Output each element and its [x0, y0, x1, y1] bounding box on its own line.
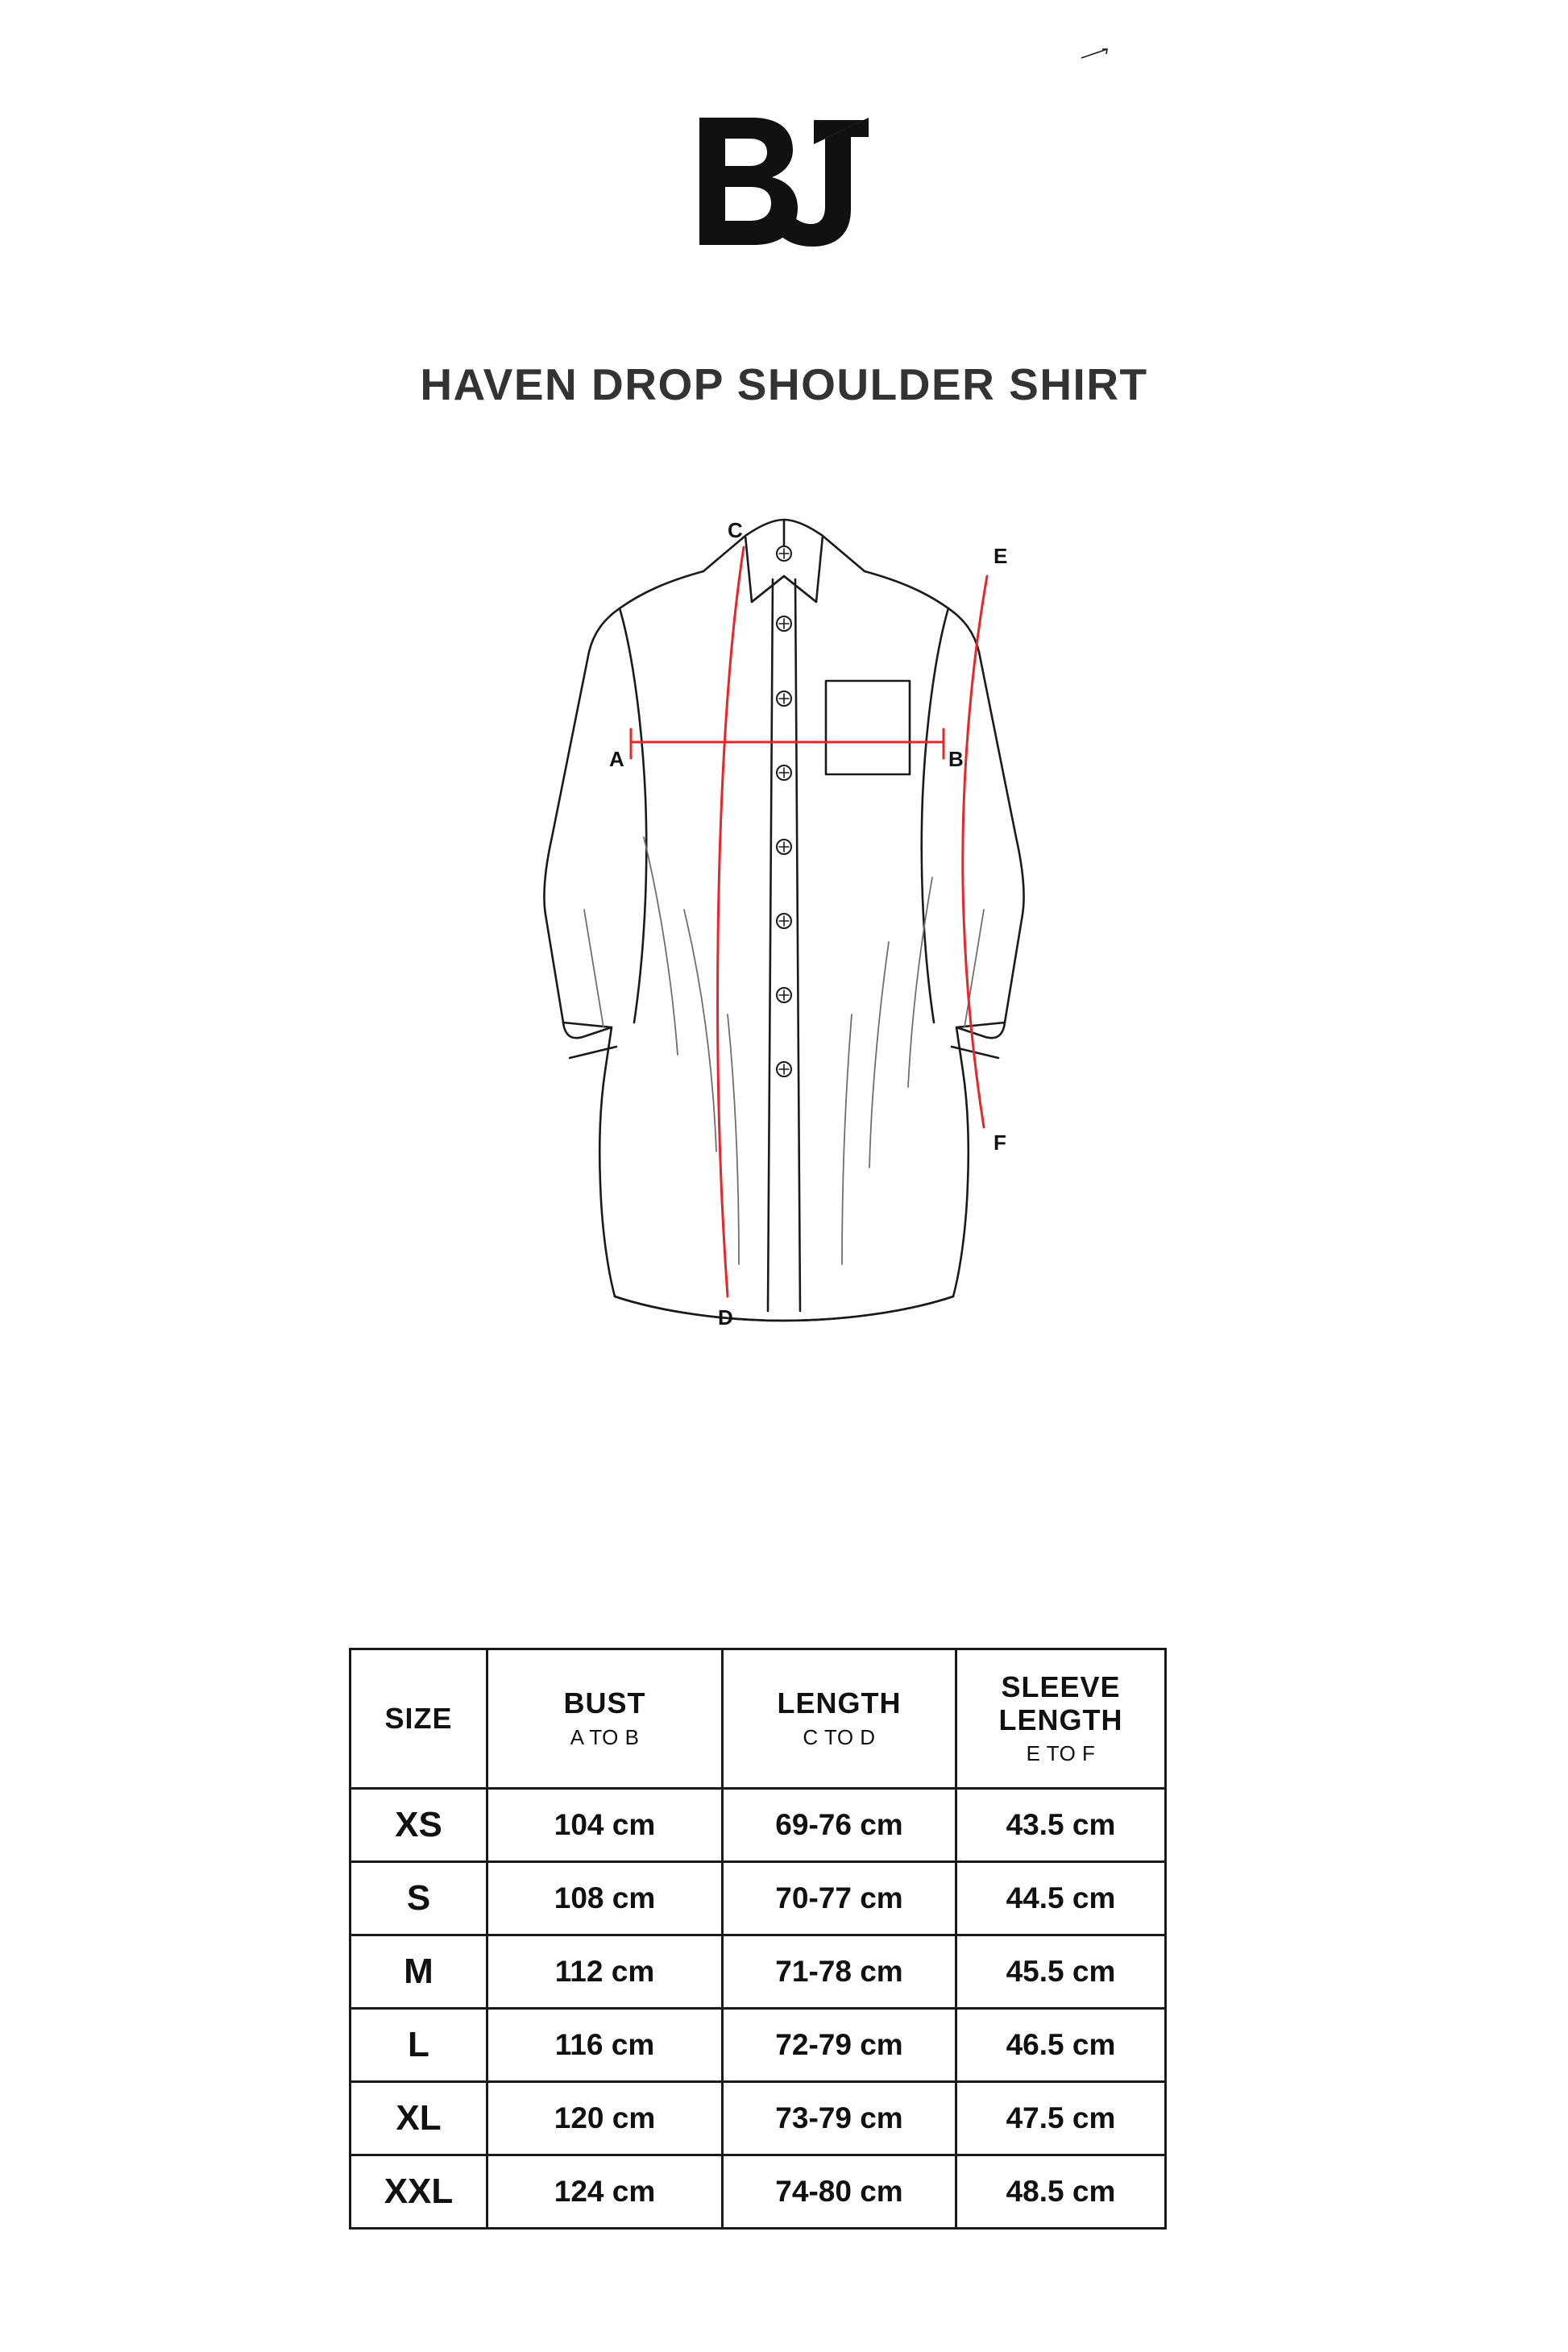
cell-bust: 108 cm	[487, 1862, 723, 1935]
label-e: E	[993, 544, 1008, 568]
page-title: HAVEN DROP SHOULDER SHIRT	[420, 359, 1148, 409]
label-a: A	[609, 747, 624, 771]
cell-size: M	[351, 1935, 487, 2009]
cell-length: 73-79 cm	[723, 2082, 956, 2155]
cell-length: 69-76 cm	[723, 1789, 956, 1862]
cell-length: 74-80 cm	[723, 2155, 956, 2229]
label-b: B	[948, 747, 964, 771]
cell-length: 70-77 cm	[723, 1862, 956, 1935]
label-f: F	[993, 1130, 1006, 1155]
cell-bust: 120 cm	[487, 2082, 723, 2155]
cell-sleeve: 48.5 cm	[956, 2155, 1166, 2229]
column-header-sleeve-length	[956, 1649, 1166, 1789]
shirt-illustration	[462, 458, 1106, 1385]
cell-sleeve: 43.5 cm	[956, 1789, 1166, 1862]
brand-logo	[691, 113, 877, 250]
table-body	[351, 1789, 1166, 2229]
cell-size: XS	[351, 1789, 487, 1862]
cell-size: S	[351, 1862, 487, 1935]
header-sub-length: C TO D	[803, 1724, 876, 1749]
table-row	[351, 2082, 1166, 2155]
table-row	[351, 1789, 1166, 1862]
label-c: C	[728, 518, 743, 542]
header-sub-bust: A TO B	[570, 1724, 640, 1749]
cell-sleeve: 47.5 cm	[956, 2082, 1166, 2155]
size-chart	[349, 1648, 1164, 2230]
table-header-row	[351, 1649, 1166, 1789]
cell-sleeve: 44.5 cm	[956, 1862, 1166, 1935]
header-main-bust: BUST	[563, 1686, 646, 1720]
column-header-size	[351, 1649, 487, 1789]
cell-size: XXL	[351, 2155, 487, 2229]
table-row	[351, 2009, 1166, 2082]
table-row	[351, 1935, 1166, 2009]
cell-bust: 104 cm	[487, 1789, 723, 1862]
header-main-size: SIZE	[384, 1701, 453, 1735]
column-header-length	[723, 1649, 956, 1789]
table-header	[351, 1649, 1166, 1789]
header-main-length: LENGTH	[777, 1686, 902, 1720]
cell-sleeve: 46.5 cm	[956, 2009, 1166, 2082]
column-header-bust	[487, 1649, 723, 1789]
cell-bust: 112 cm	[487, 1935, 723, 2009]
cell-bust: 124 cm	[487, 2155, 723, 2229]
header-sub-sleeve: E TO F	[1026, 1740, 1096, 1765]
cell-size: XL	[351, 2082, 487, 2155]
header-main-sleeve: SLEEVE LENGTH	[998, 1670, 1123, 1736]
label-d: D	[718, 1305, 733, 1329]
cell-length: 71-78 cm	[723, 1935, 956, 2009]
size-table	[349, 1648, 1167, 2230]
cell-sleeve: 45.5 cm	[956, 1935, 1166, 2009]
table-row	[351, 1862, 1166, 1935]
table-row	[351, 2155, 1166, 2229]
stray-mark-icon	[1080, 47, 1112, 63]
cell-length: 72-79 cm	[723, 2009, 956, 2082]
cell-bust: 116 cm	[487, 2009, 723, 2082]
cell-size: L	[351, 2009, 487, 2082]
